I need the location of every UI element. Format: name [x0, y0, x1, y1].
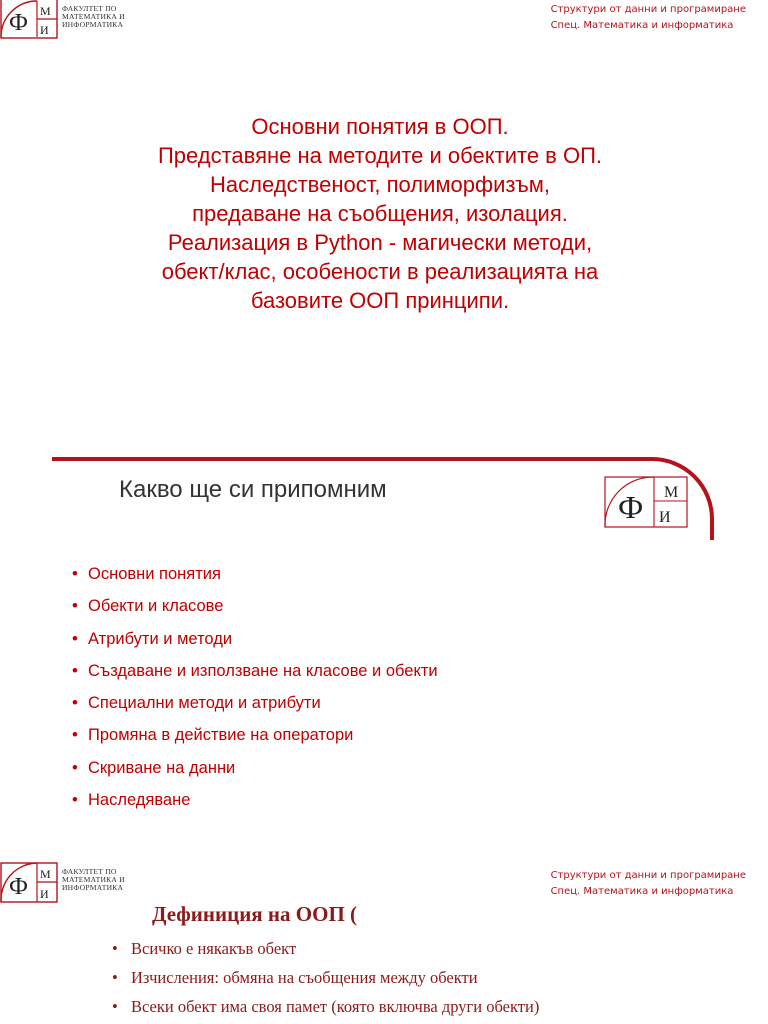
recap-list [72, 558, 438, 816]
list-item: • Изчисления: обмяна на съобщения между обекти [112, 968, 478, 987]
course-specialty: Спец. Математика и информатика [550, 886, 734, 897]
svg-text:И: И [40, 23, 49, 37]
definition-heading: Дефиниция на ООП ( [152, 902, 358, 926]
list-item: • Атрибути и методи [72, 629, 233, 648]
course-info [551, 2, 746, 34]
faculty-name-2: ФАКУЛТЕТ ПО МАТЕМАТИКА И ИНФОРМАТИКА [62, 867, 125, 893]
svg-text:М: М [40, 4, 51, 18]
faculty-logo-slide [604, 476, 688, 528]
faculty-name: ФАКУЛТЕТ ПО МАТЕМАТИКА И ИНФОРМАТИКА [62, 4, 125, 30]
logo-phi: Ф [9, 10, 28, 36]
list-item: • Основни понятия [72, 565, 221, 583]
list-item: • Промяна в действие на оператори [72, 726, 354, 745]
slide-heading: Какво ще си припомним [119, 476, 387, 503]
faculty-logo-2 [0, 862, 60, 904]
svg-text:М: М [40, 867, 51, 881]
svg-text:М: М [664, 484, 679, 501]
definition-list [112, 934, 539, 1021]
svg-text:И: И [659, 509, 671, 526]
svg-text:Ф: Ф [9, 874, 28, 900]
list-item: • Всеки обект има своя памет (която включва други обекти) [112, 997, 540, 1016]
list-item: • Скриване на данни [72, 758, 236, 777]
svg-text:И: И [40, 887, 49, 901]
list-item: • Създаване и използване на класове и обекти [72, 661, 438, 680]
course-specialty: Спец. Математика и информатика [550, 20, 734, 31]
list-item: • Всичко е някакъв обект [112, 939, 297, 958]
course-title: Структури от данни и програмиране [550, 870, 746, 881]
list-item: • Обекти и класове [72, 597, 224, 616]
svg-text:Ф: Ф [618, 489, 644, 525]
course-title: Структури от данни и програмиране [550, 4, 746, 15]
list-item: • Наследяване [72, 791, 191, 810]
faculty-logo [0, 0, 60, 40]
lecture-title: Основни понятия в ООП. Представяне на методите и обектите в ОП. Наследственост, полиморфизъм, предаване на съобщения, изолация. Реализация в Python - магически методи, обект/клас, особености в реализацията на базовите ООП принципи. [157, 114, 603, 313]
list-item: • Специални методи и атрибути [72, 694, 321, 713]
course-info-2 [551, 868, 746, 900]
